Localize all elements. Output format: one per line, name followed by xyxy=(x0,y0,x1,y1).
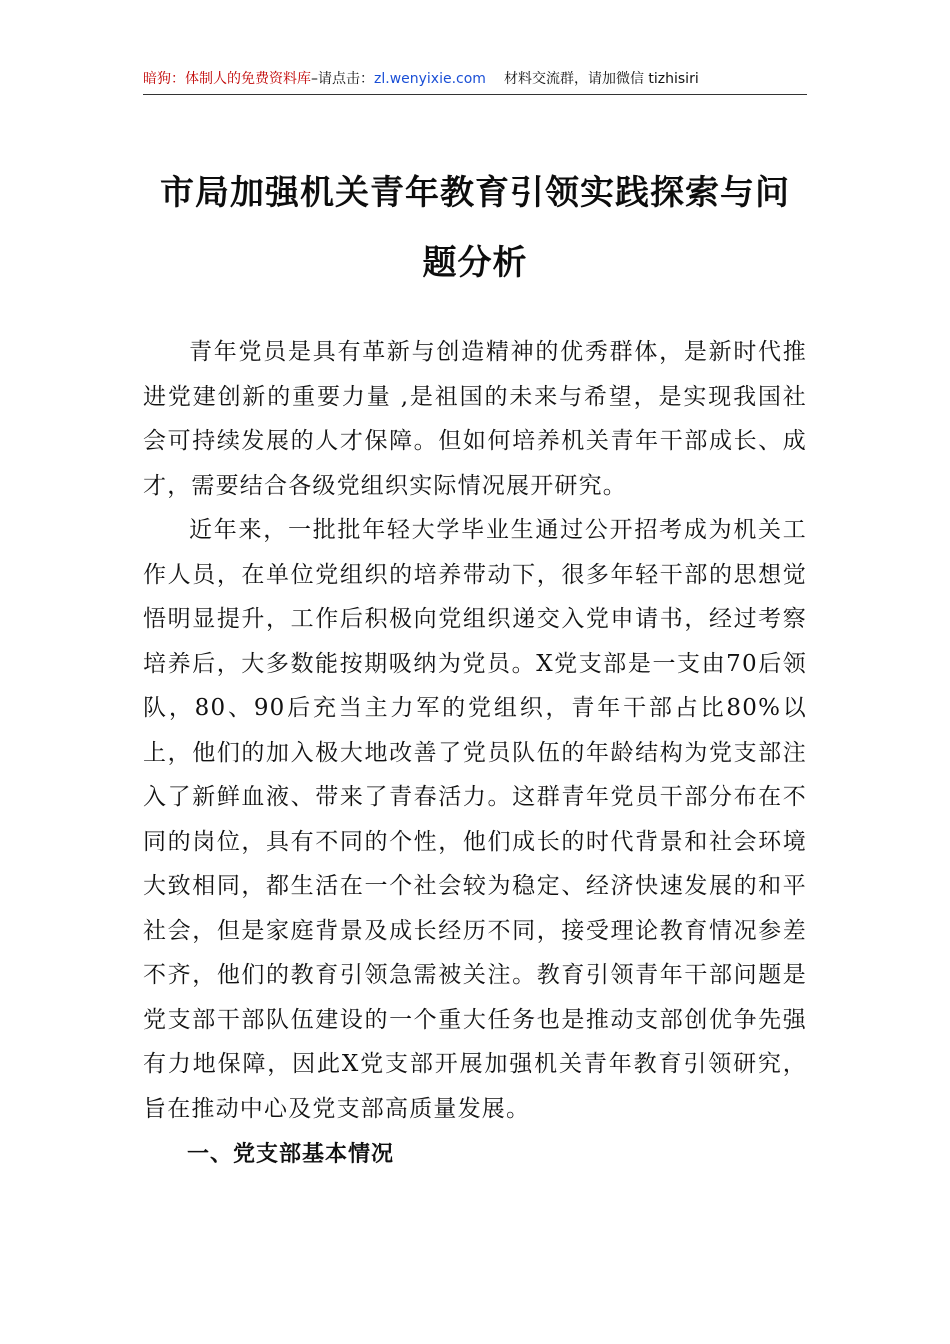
section-heading: 一、党支部基本情况 xyxy=(187,1142,395,1167)
document-title: 市局加强机关青年教育引领实践探索与问题分析 xyxy=(160,173,790,283)
paragraph-intro: 青年党员是具有革新与创造精神的优秀群体，是新时代推进党建创新的重要力量 ,是祖国的未来与希望，是实现我国社会可持续发展的人才保障。但如何培养机关青年干部成长、成才，需要结合各级党组织实际情况展开研究。 xyxy=(143,339,807,499)
header-brand[interactable]: 暗狗：体制人的免费资料库 xyxy=(143,71,311,87)
document-body xyxy=(143,330,807,1179)
header-url-link[interactable]: zl.wenyixie.com xyxy=(374,71,486,87)
header-contact: 材料交流群，请加微信 tizhisiri xyxy=(503,71,699,87)
paragraph-background: 近年来，一批批年轻大学毕业生通过公开招考成为机关工作人员，在单位党组织的培养带动下，很多年轻干部的思想觉悟明显提升，工作后积极向党组织递交入党申请书，经过考察培养后，大多数能按期吸纳为党员。X党支部是一支由70后领队，80、90后充当主力军的党组织，青年干部占比80%以上，他们的加入极大地改善了党员队伍的年龄结构为党支部注入了新鲜血液、带来了青春活力。这群青年党员干部分布在不同的岗位，具有不同的个性，他们成长的时代背景和社会环境大致相同，都生活在一个社会较为稳定、经济快速发展的和平社会，但是家庭背景及成长经历不同，接受理论教育情况参差不齐，他们的教育引领急需被关注。教育引领青年干部问题是党支部干部队伍建设的一个重大任务也是推动支部创优争先强有力地保障，因此X党支部开展加强机关青年教育引领研究，旨在推动中心及党支部高质量发展。 xyxy=(143,517,807,1122)
header-prompt: –请点击： xyxy=(311,71,374,87)
page-header xyxy=(143,64,807,95)
